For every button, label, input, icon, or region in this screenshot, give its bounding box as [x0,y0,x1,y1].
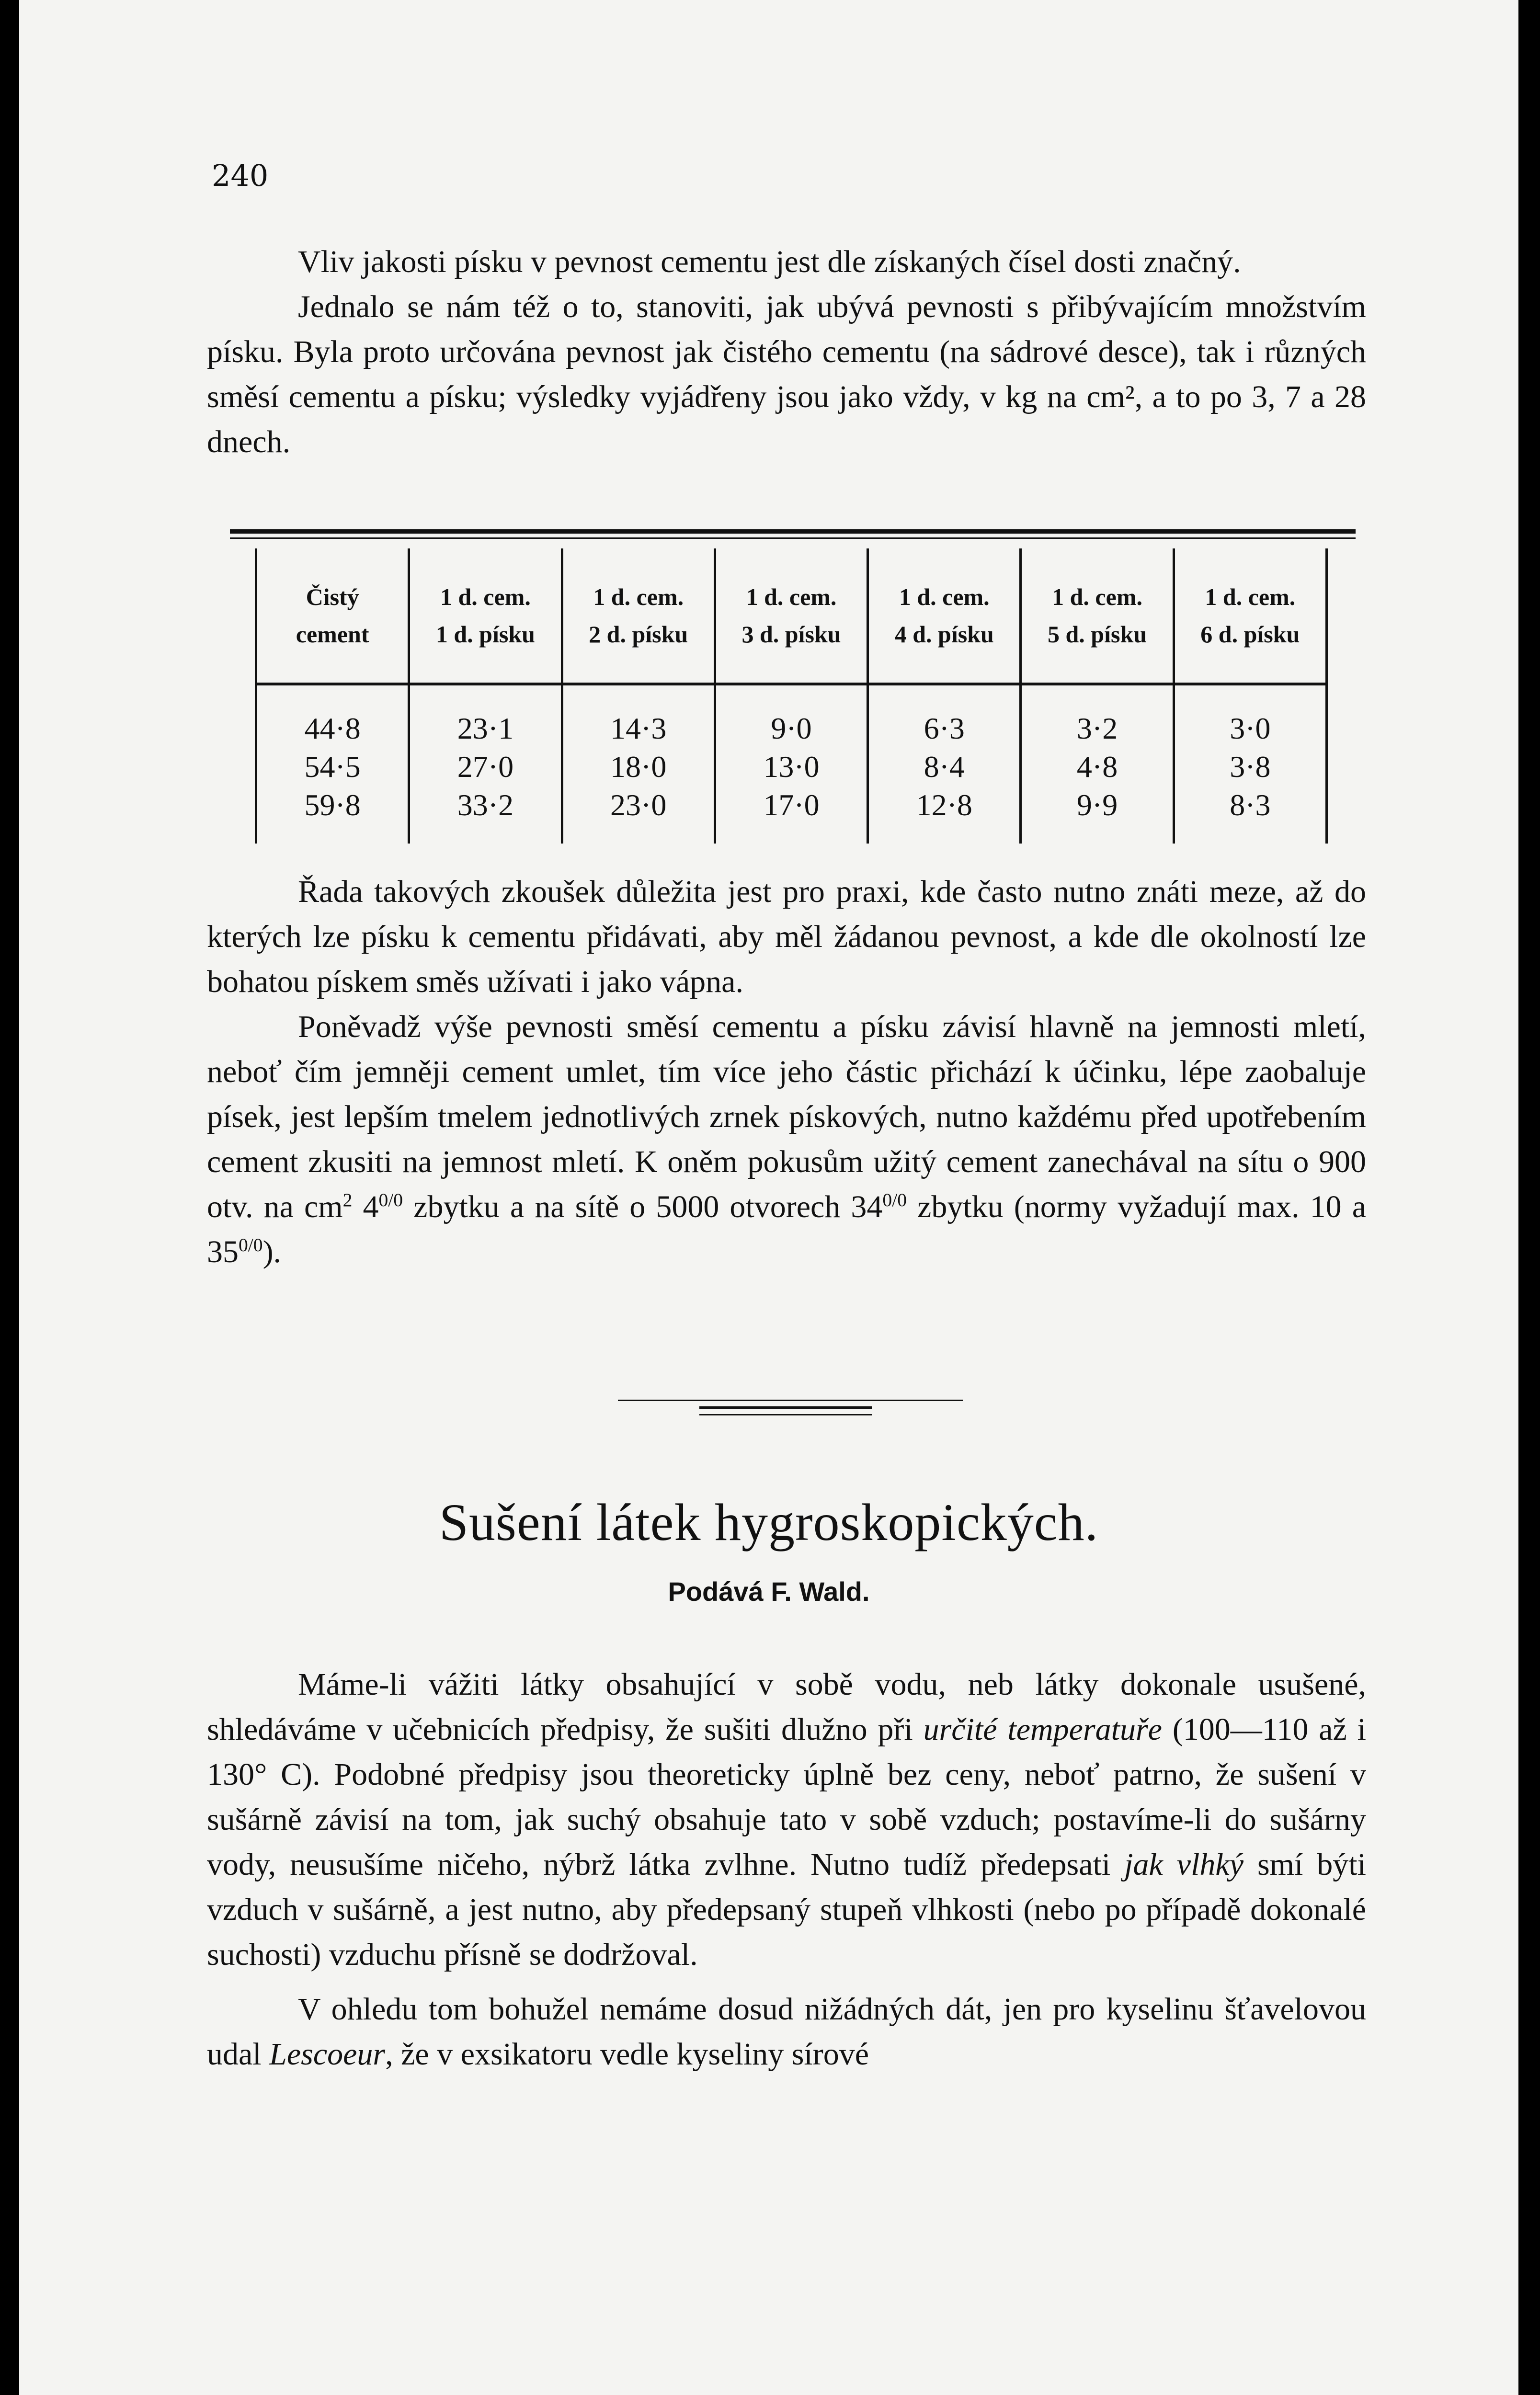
section-divider-thin [699,1414,872,1415]
header-cell: 1 d. cem. 4 d. písku [868,548,1021,684]
document-page [19,0,1518,2395]
table-cell: 9·9 [1021,786,1174,844]
table-top-rule-thin [230,537,1356,539]
intro-paragraph-2: Jednalo se nám též o to, stanoviti, jak ubývá pevnosti s přibývajícím množstvím písku. Byla proto určována pevnost jak čistého cementu (na sádrové desce), tak i různých směsí cementu a písku; výsledky vyjádřeny jsou jako vždy, v kg na cm², a to po 3, 7 a 28 dnech. [207,289,1366,459]
table-cell: 13·0 [715,748,867,786]
table-cell: 59·8 [256,786,409,844]
article-title: Sušení látek hygroskopických. [439,1493,1099,1551]
table-cell: 6·3 [868,684,1021,748]
article-paragraph-1: Máme-li vážiti látky obsahující v sobě vodu, neb látky dokonale usušené, shledáváme v učebnicích předpisy, že sušiti dlužno při určité temperatuře (100—110 až i 130° C). Podobné předpisy jsou theoreticky úplně bez ceny, neboť patrno, že sušení v sušárně závisí na tom, jak suchý obsahuje tato v sobě vzduch; postavíme-li do sušárny vody, neusušíme ničeho, nýbrž látka zvlhne. Nutno tudíž předepsati jak vlhký smí býti vzduch v sušárně, a jest nutno, aby předepsaný stupeň vlhkosti (nebo po případě dokonalé suchosti) vzduchu přísně se dodržoval. [207,1667,1366,1972]
intro-text [207,240,1366,465]
strength-table [255,548,1328,844]
table-cell: 23·1 [409,684,562,748]
header-cell: 1 d. cem. 3 d. písku [715,548,867,684]
table-cell: 14·3 [562,684,715,748]
header-cell: 1 d. cem. 2 d. písku [562,548,715,684]
table-cell: 54·5 [256,748,409,786]
table-cell: 3·2 [1021,684,1174,748]
table-cell: 3·0 [1174,684,1326,748]
table-row [256,786,1327,844]
article-author: Podává F. Wald. [668,1576,870,1607]
table-cell: 44·8 [256,684,409,748]
table-cell: 17·0 [715,786,867,844]
header-cell: 1 d. cem. 5 d. písku [1021,548,1174,684]
table-header-row [256,548,1327,684]
page-number: 240 [212,158,269,193]
middle-paragraph-1: Řada takových zkoušek důležita jest pro praxi, kde často nutno znáti meze, až do kterých lze písku k cementu přidávati, aby měl žádanou pevnost, a kde dle okolností lze bohatou pískem směs užívati i jako vápna. [207,874,1366,999]
table-cell: 27·0 [409,748,562,786]
table-cell: 3·8 [1174,748,1326,786]
section-divider [618,1400,963,1401]
middle-text [207,869,1366,1275]
table-top-rule [230,529,1356,534]
table-cell: 8·3 [1174,786,1326,844]
header-cell: Čistý cement [256,548,409,684]
table-cell: 23·0 [562,786,715,844]
table-cell: 18·0 [562,748,715,786]
table-cell: 33·2 [409,786,562,844]
header-cell: 1 d. cem. 6 d. písku [1174,548,1326,684]
table-row [256,748,1327,786]
article-paragraph-2: V ohledu tom bohužel nemáme dosud nižádných dát, jen pro kyselinu šťavelovou udal Lescoeur, že v exsikatoru vedle kyseliny sírové [207,1992,1366,2072]
middle-paragraph-2: Poněvadž výše pevnosti směsí cementu a písku závisí hlavně na jemnosti mletí, neboť čím jemněji cement umlet, tím více jeho částic přichází k účinku, lépe zaobaluje písek, jest lepším tmelem jednotlivých zrnek pískových, nutno každému před upotřebením cement zkusiti na jemnost mletí. K oněm pokusům užitý cement zanechával na sítu o 900 otv. na $cm^2$ $4^{0/0}$ zbytku a na sítě o 5000 otvorech $34^{0/0}$ zbytku (normy vyžadují max. 10 a $35^{0/0}$). [207,1009,1367,1269]
table-cell: 8·4 [868,748,1021,786]
table-cell: 4·8 [1021,748,1174,786]
table-row [256,684,1327,748]
article-text [207,1662,1366,2077]
table-cell: 9·0 [715,684,867,748]
header-cell: 1 d. cem. 1 d. písku [409,548,562,684]
section-divider-bold [699,1406,872,1409]
table-cell: 12·8 [868,786,1021,844]
intro-paragraph-1: Vliv jakosti písku v pevnost cementu jest dle získaných čísel dosti značný. [298,244,1241,279]
